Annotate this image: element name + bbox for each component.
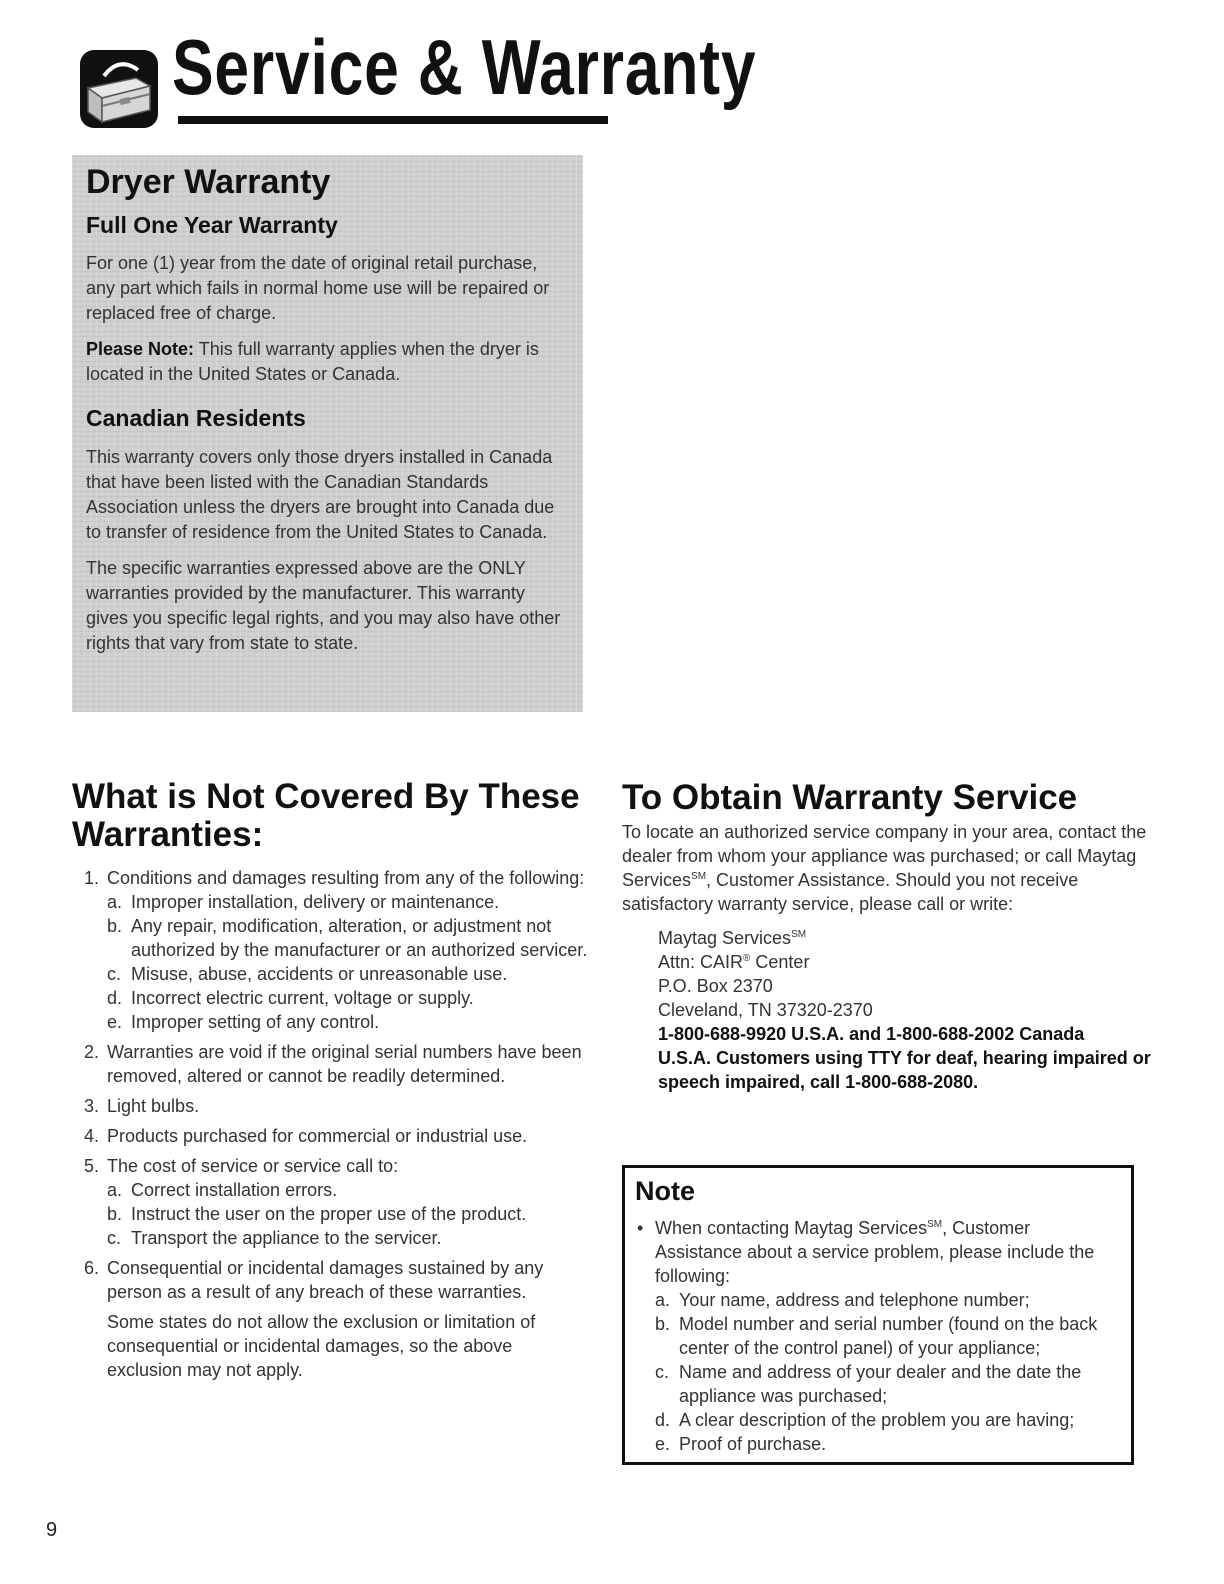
obtain-service-intro [622, 820, 1152, 916]
sub-item [107, 1178, 592, 1202]
title-underline [178, 116, 608, 124]
full-year-text: For one (1) year from the date of original retail purchase, any part which fails in normal home use will be repaired or replaced free of charge. [86, 252, 550, 323]
address-line [658, 926, 1152, 950]
address-po-box: P.O. Box 2370 [658, 976, 773, 996]
obtain-service-section [622, 778, 1152, 1094]
list-item [72, 1094, 592, 1118]
canadian-residents-heading: Canadian Residents [86, 404, 306, 431]
sub-item [107, 1202, 592, 1226]
note-box [622, 1165, 1134, 1465]
toolbox-icon [78, 48, 160, 130]
address-line [658, 950, 1152, 974]
intro-text: To locate an authorized service company in your area, contact the dealer from whom your appliance was purchased; or call Maytag Services [622, 822, 1147, 890]
please-note [86, 337, 569, 387]
item-number: 6. [84, 1258, 100, 1278]
sub-item-letter: d. [655, 1410, 671, 1430]
sub-item-letter: b. [107, 916, 123, 936]
sub-item-text: Transport the appliance to the servicer. [131, 1228, 442, 1248]
note-title: Note [635, 1176, 695, 1206]
tty-info: U.S.A. Customers using TTY for deaf, hearing impaired or speech impaired, call 1-800-688-2080. [658, 1048, 1151, 1092]
sub-item-text: Any repair, modification, alteration, or adjustment not authorized by the manufacturer or an authorized servicer. [131, 916, 588, 960]
not-covered-closing: Some states do not allow the exclusion or limitation of consequential or incidental damages, so the above exclusion may not apply. [107, 1312, 536, 1380]
list-item [72, 1154, 592, 1250]
note-sub-list [635, 1288, 1121, 1456]
note-list [635, 1216, 1121, 1456]
sub-item-letter: a. [107, 1180, 123, 1200]
item-number: 2. [84, 1042, 100, 1062]
sub-item-letter: c. [655, 1362, 670, 1382]
note-sub-item [655, 1360, 1121, 1408]
sub-item-text: Proof of purchase. [679, 1434, 827, 1454]
sub-item-text: Misuse, abuse, accidents or unreasonable use. [131, 964, 508, 984]
sub-item [107, 1226, 592, 1250]
sub-item [107, 986, 592, 1010]
sub-item [107, 1010, 592, 1034]
please-note-text: This full warranty applies when the dryer is located in the United States or Canada. [86, 338, 539, 384]
list-item [72, 1124, 592, 1148]
not-covered-section [72, 778, 592, 1382]
address-attn: Attn: CAIR [658, 952, 744, 972]
intro-text-cont: , Customer Assistance. Should you not receive satisfactory warranty service, please call or write: [622, 870, 1079, 914]
mailing-address [658, 926, 1152, 1094]
note-sub-item [655, 1432, 1121, 1456]
item-number: 1. [84, 868, 100, 888]
note-bullet-text-cont: , Customer Assistance about a service problem, please include the following: [655, 1218, 1095, 1286]
page-number: 9 [46, 1519, 58, 1541]
dryer-warranty-title: Dryer Warranty [86, 163, 331, 201]
item-text: Consequential or incidental damages sustained by any person as a result of any breach of these warranties. [107, 1258, 544, 1302]
list-item [72, 1256, 592, 1304]
item-number: 5. [84, 1156, 100, 1176]
sub-list [107, 890, 592, 1034]
sub-item-text: Your name, address and telephone number; [679, 1290, 1030, 1310]
sub-item-text: A clear description of the problem you are having; [679, 1410, 1075, 1430]
sub-item-text: Improper setting of any control. [131, 1012, 380, 1032]
note-sub-item [655, 1408, 1121, 1432]
list-item [72, 866, 592, 1034]
item-number: 3. [84, 1096, 100, 1116]
sub-item-letter: a. [107, 892, 123, 912]
sub-item [107, 914, 592, 962]
bullet-icon: • [637, 1218, 644, 1238]
address-attn-cont: Center [750, 952, 810, 972]
sub-item-text: Instruct the user on the proper use of the product. [131, 1204, 527, 1224]
warranty-closing-text: The specific warranties expressed above are the ONLY warranties provided by the manufacturer. This warranty gives you specific legal rights, and you may also have other rights that vary from state to state. [86, 558, 561, 654]
sub-item-text: Model number and serial number (found on the back center of the control panel) of your appliance; [679, 1314, 1098, 1358]
sub-item-letter: c. [107, 1228, 122, 1248]
sub-item-text: Improper installation, delivery or maintenance. [131, 892, 500, 912]
item-text: Warranties are void if the original serial numbers have been removed, altered or cannot be readily determined. [107, 1042, 582, 1086]
sub-item-letter: d. [107, 988, 123, 1008]
sub-item-letter: e. [655, 1434, 671, 1454]
item-text: Conditions and damages resulting from any of the following: [107, 868, 585, 888]
sub-item [107, 890, 592, 914]
sub-item [107, 962, 592, 986]
item-number: 4. [84, 1126, 100, 1146]
service-mark: SM [691, 871, 707, 882]
note-bullet [635, 1216, 1121, 1288]
phone-numbers: 1-800-688-9920 U.S.A. and 1-800-688-2002 Canada [658, 1024, 1085, 1044]
dryer-warranty-box [72, 155, 583, 712]
obtain-service-title: To Obtain Warranty Service [622, 778, 1078, 817]
page-title: Service & Warranty [172, 23, 757, 111]
service-mark: SM [791, 929, 807, 940]
sub-item-letter: e. [107, 1012, 123, 1032]
note-sub-item [655, 1312, 1121, 1360]
item-text: Light bulbs. [107, 1096, 200, 1116]
note-sub-item [655, 1288, 1121, 1312]
canadian-residents-text: This warranty covers only those dryers installed in Canada that have been listed with the Canadian Standards Association unless the dryers are brought into Canada due to transfer of residence from the United States to Canada. [86, 447, 555, 543]
item-text: Products purchased for commercial or industrial use. [107, 1126, 528, 1146]
please-note-label: Please Note: [86, 338, 195, 359]
item-text: The cost of service or service call to: [107, 1156, 399, 1176]
sub-item-letter: b. [655, 1314, 671, 1334]
registered-mark: ® [743, 953, 751, 964]
address-company: Maytag Services [658, 928, 792, 948]
not-covered-title: What is Not Covered By These Warranties: [72, 777, 580, 854]
sub-item-letter: c. [107, 964, 122, 984]
list-item [72, 1040, 592, 1088]
sub-item-text: Name and address of your dealer and the date the appliance was purchased; [679, 1362, 1082, 1406]
sub-list [107, 1178, 592, 1250]
sub-item-text: Correct installation errors. [131, 1180, 338, 1200]
service-mark: SM [927, 1219, 943, 1230]
sub-item-letter: b. [107, 1204, 123, 1224]
address-city: Cleveland, TN 37320-2370 [658, 1000, 873, 1020]
not-covered-list [72, 866, 592, 1382]
sub-item-text: Incorrect electric current, voltage or supply. [131, 988, 474, 1008]
note-bullet-text: When contacting Maytag Services [655, 1218, 928, 1238]
sub-item-letter: a. [655, 1290, 671, 1310]
full-year-heading: Full One Year Warranty [86, 212, 338, 239]
